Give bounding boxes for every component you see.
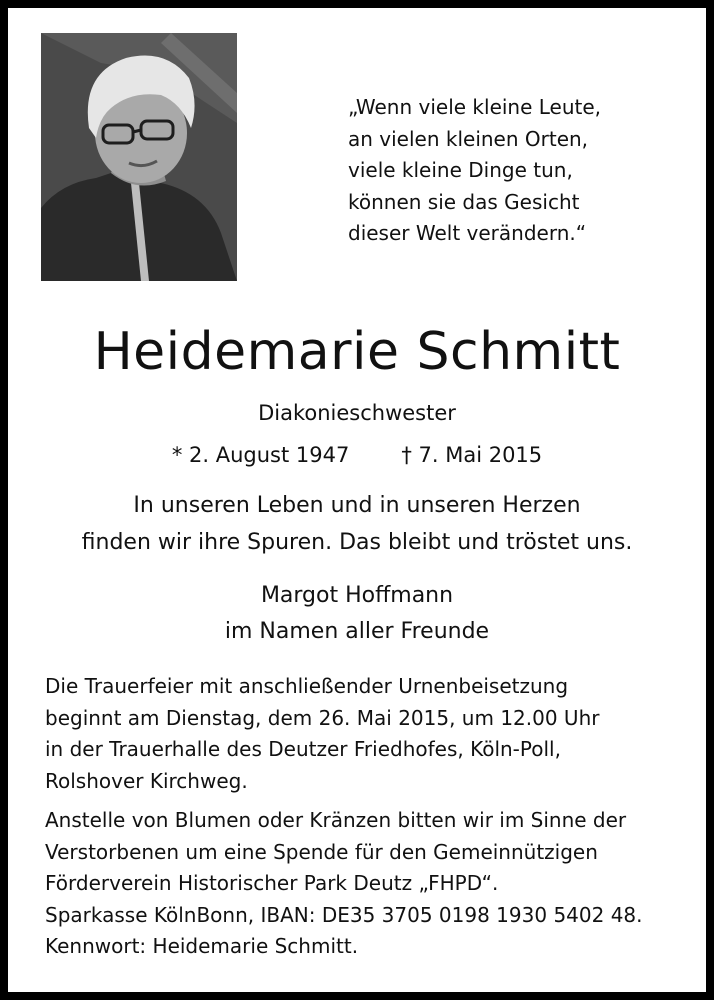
verse-line: finden wir ihre Spuren. Das bleibt und tröstet uns. xyxy=(81,530,633,555)
deceased-role: Diakonieschwester xyxy=(258,401,456,425)
quote-line: dieser Welt verändern.“ xyxy=(348,221,587,245)
donation-line: Sparkasse KölnBonn, IBAN: DE35 3705 0198 1930 5402 48. xyxy=(45,902,643,927)
life-dates xyxy=(8,441,706,469)
portrait-photo xyxy=(41,33,237,281)
quote-line: „Wenn viele kleine Leute, xyxy=(348,95,602,119)
funeral-line: Die Trauerfeier mit anschließender Urnenbeisetzung xyxy=(45,674,569,698)
verse-line: In unseren Leben und in unseren Herzen xyxy=(133,493,581,518)
donation-info xyxy=(45,805,695,963)
funeral-line: in der Trauerhalle des Deutzer Friedhofes, Köln-Poll, xyxy=(45,737,561,761)
signature-name: Margot Hoffmann xyxy=(260,583,454,608)
birth-date: * 2. August 1947 xyxy=(171,443,350,467)
funeral-info xyxy=(45,671,695,797)
quote-line: können sie das Gesicht xyxy=(348,189,580,214)
quote-line: viele kleine Dinge tun, xyxy=(348,158,573,182)
donation-line: Anstelle von Blumen oder Kränzen bitten wir im Sinne der xyxy=(45,808,627,832)
quote-line: an vielen kleinen Orten, xyxy=(348,126,589,151)
signature-note: im Namen aller Freunde xyxy=(224,619,490,644)
portrait-icon xyxy=(41,33,237,281)
donation-line: Verstorbenen um eine Spende für den Gemeinnützigen xyxy=(45,839,598,864)
quote xyxy=(348,92,648,250)
donation-line: Kennwort: Heidemarie Schmitt. xyxy=(45,934,359,958)
donation-line: Förderverein Historischer Park Deutz „FHPD“. xyxy=(45,871,499,895)
deceased-name: Heidemarie Schmitt xyxy=(93,322,621,382)
funeral-line: beginnt am Dienstag, dem 26. Mai 2015, um 12.00 Uhr xyxy=(45,705,600,730)
death-date: † 7. Mai 2015 xyxy=(401,443,543,467)
funeral-line: Rolshover Kirchweg. xyxy=(45,768,248,793)
